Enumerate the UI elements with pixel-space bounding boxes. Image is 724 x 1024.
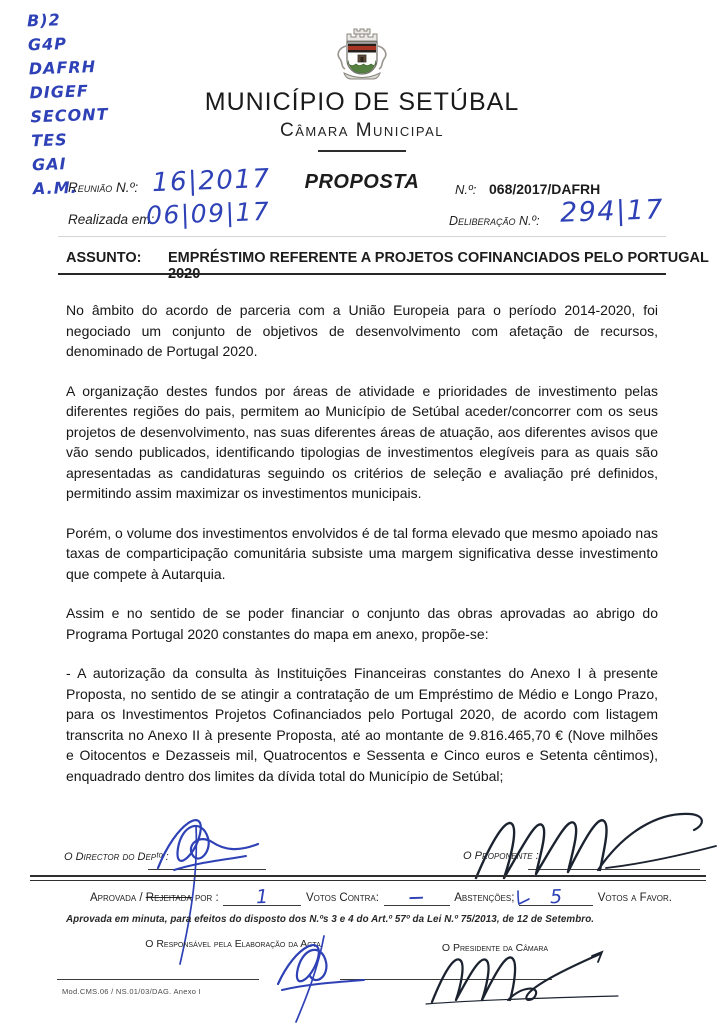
body-paragraph: - A autorização da consulta às Instituições Financeiras constantes do Anexo I à presente Proposta, no sentido de se atingir a contratação de um Empréstimo de Médio e Longo Prazo, para os Investimentos Projetos Cofinanciados pelo Portugal 2020, de acordo com listagem transcrita no Anexo II à presente Proposta, até ao montante de 9.816.465,70 € (Nove milhões e Oitocentos e Dezasseis mil, Quatrocentos e Sessenta e Cinco euros e Setenta cêntimos), enquadrado dentro dos limites da dívida total do Município de Setúbal;	[66, 665, 658, 784]
body-paragraph: A organização destes fundos por áreas de atividade e prioridades de investimento pelas diferentes regiões do pais, permitem ao Município de Setúbal aceder/concorrer com os seus projetos de desenvolvimento, nas suas diferentes áreas de atuação, aos diferentes avisos que vão sendo publicados, identificando tipologias de investimentos elegíveis para as quais são apresentadas as candidaturas seguindo os critérios de seleção e avaliação pré definidos, permitindo assim maximizar os investimentos municipais.	[66, 382, 658, 501]
subject-underline	[58, 273, 666, 275]
proposal-title: PROPOSTA	[304, 171, 420, 193]
proponent-signature-line	[528, 869, 700, 870]
meeting-number-label: Reunião N.º:	[68, 180, 139, 195]
body-paragraph: Assim e no sentido de se poder financiar o conjunto das obras aprovadas ao abrigo do Programa Portugal 2020 constantes do mapa em anexo, propõe-se:	[66, 605, 658, 642]
votes-against-field	[223, 885, 301, 909]
votes-in-favor-label: Votos a Favor.	[597, 892, 672, 904]
margin-note: DIGEF	[29, 81, 90, 103]
votes-in-favor-handwritten-value: 5	[549, 885, 563, 909]
mayor-label: O Presidente da Câmara	[441, 942, 549, 954]
municipality-title: MUNICÍPIO DE SETÚBAL	[204, 88, 520, 116]
voting-row	[90, 882, 672, 909]
meeting-date-handwritten-value: 06|09|17	[145, 196, 271, 231]
document-body	[66, 300, 658, 805]
deliberation-number-label: Deliberação N.º:	[449, 214, 540, 228]
body-paragraph: No âmbito do acordo de parceria com a União Europeia para o período 2014-2020, foi negociado um conjunto de objetivos de desenvolvimento com afetação de recursos, denominado de Portugal 2020.	[66, 302, 658, 359]
margin-note: GAI	[31, 154, 67, 175]
approved-label: Aprovada /	[90, 892, 143, 904]
subject-text: EMPRÉSTIMO REFERENTE A PROJETOS COFINANCIADOS PELO PORTUGAL 2020	[168, 250, 709, 282]
votes-against-label: Votos Contra:	[306, 892, 379, 904]
proponent-signature-ink	[468, 806, 718, 886]
pen-tick-mark-icon	[515, 889, 531, 907]
rejected-label-struck: Rejeitada	[145, 892, 192, 904]
director-signature-label: O Director do Depᵗᵒ :	[64, 851, 169, 863]
abstentions-field	[384, 889, 450, 906]
margin-note: B)2	[26, 10, 62, 31]
approved-rejected-label	[90, 892, 219, 906]
header-rule	[318, 150, 406, 152]
section-double-rule	[30, 875, 706, 881]
minutes-officer-label: O Responsável pela Elaboração da Acta	[145, 938, 321, 950]
meeting-number-handwritten-value: 16|2017	[151, 163, 272, 199]
deliberation-number-handwritten-value: 294|17	[559, 194, 665, 229]
by-label: por :	[194, 892, 219, 904]
abstentions-label: Abstenções;	[454, 892, 515, 904]
meeting-date-label: Realizada em:	[68, 212, 155, 227]
municipal-crest-icon	[331, 26, 393, 93]
proposal-number-label: N.º:	[455, 182, 477, 197]
margin-note: TES	[30, 130, 68, 151]
subject-label: ASSUNTO:	[66, 250, 142, 266]
mayor-signature-line	[340, 979, 552, 980]
director-signature-line	[148, 869, 266, 870]
proposal-number-value: 068/2017/DAFRH	[489, 181, 601, 197]
margin-note: A.M.	[32, 177, 79, 199]
meta-separator-line	[58, 236, 666, 237]
proponent-signature-label: O Proponente :	[463, 850, 539, 862]
abstentions-handwritten-value: —	[408, 887, 425, 907]
minutes-officer-signature-line	[57, 979, 259, 980]
legal-footnote: Aprovada em minuta, para efeitos do disposto dos N.ºs 3 e 4 do Art.º 57º da Lei N.º 75/2013, de 12 de Setembro.	[66, 914, 595, 925]
votes-in-favor-field	[519, 885, 593, 909]
votes-against-handwritten-value: 1	[255, 885, 269, 909]
body-paragraph: Porém, o volume dos investimentos envolvidos é de tal forma elevado que mesmo apoiado nas taxas de comparticipação comunitária subsiste uma margem significativa desse investimento que compete à Autarquia.	[66, 524, 658, 582]
form-reference: Mod.CMS.06 / NS.01/03/DAG. Anexo I	[62, 987, 202, 996]
margin-note: DAFRH	[28, 57, 97, 79]
department-subtitle: Câmara Municipal	[279, 120, 445, 141]
margin-note: SECONT	[30, 104, 109, 127]
margin-note: G4P	[27, 34, 68, 55]
